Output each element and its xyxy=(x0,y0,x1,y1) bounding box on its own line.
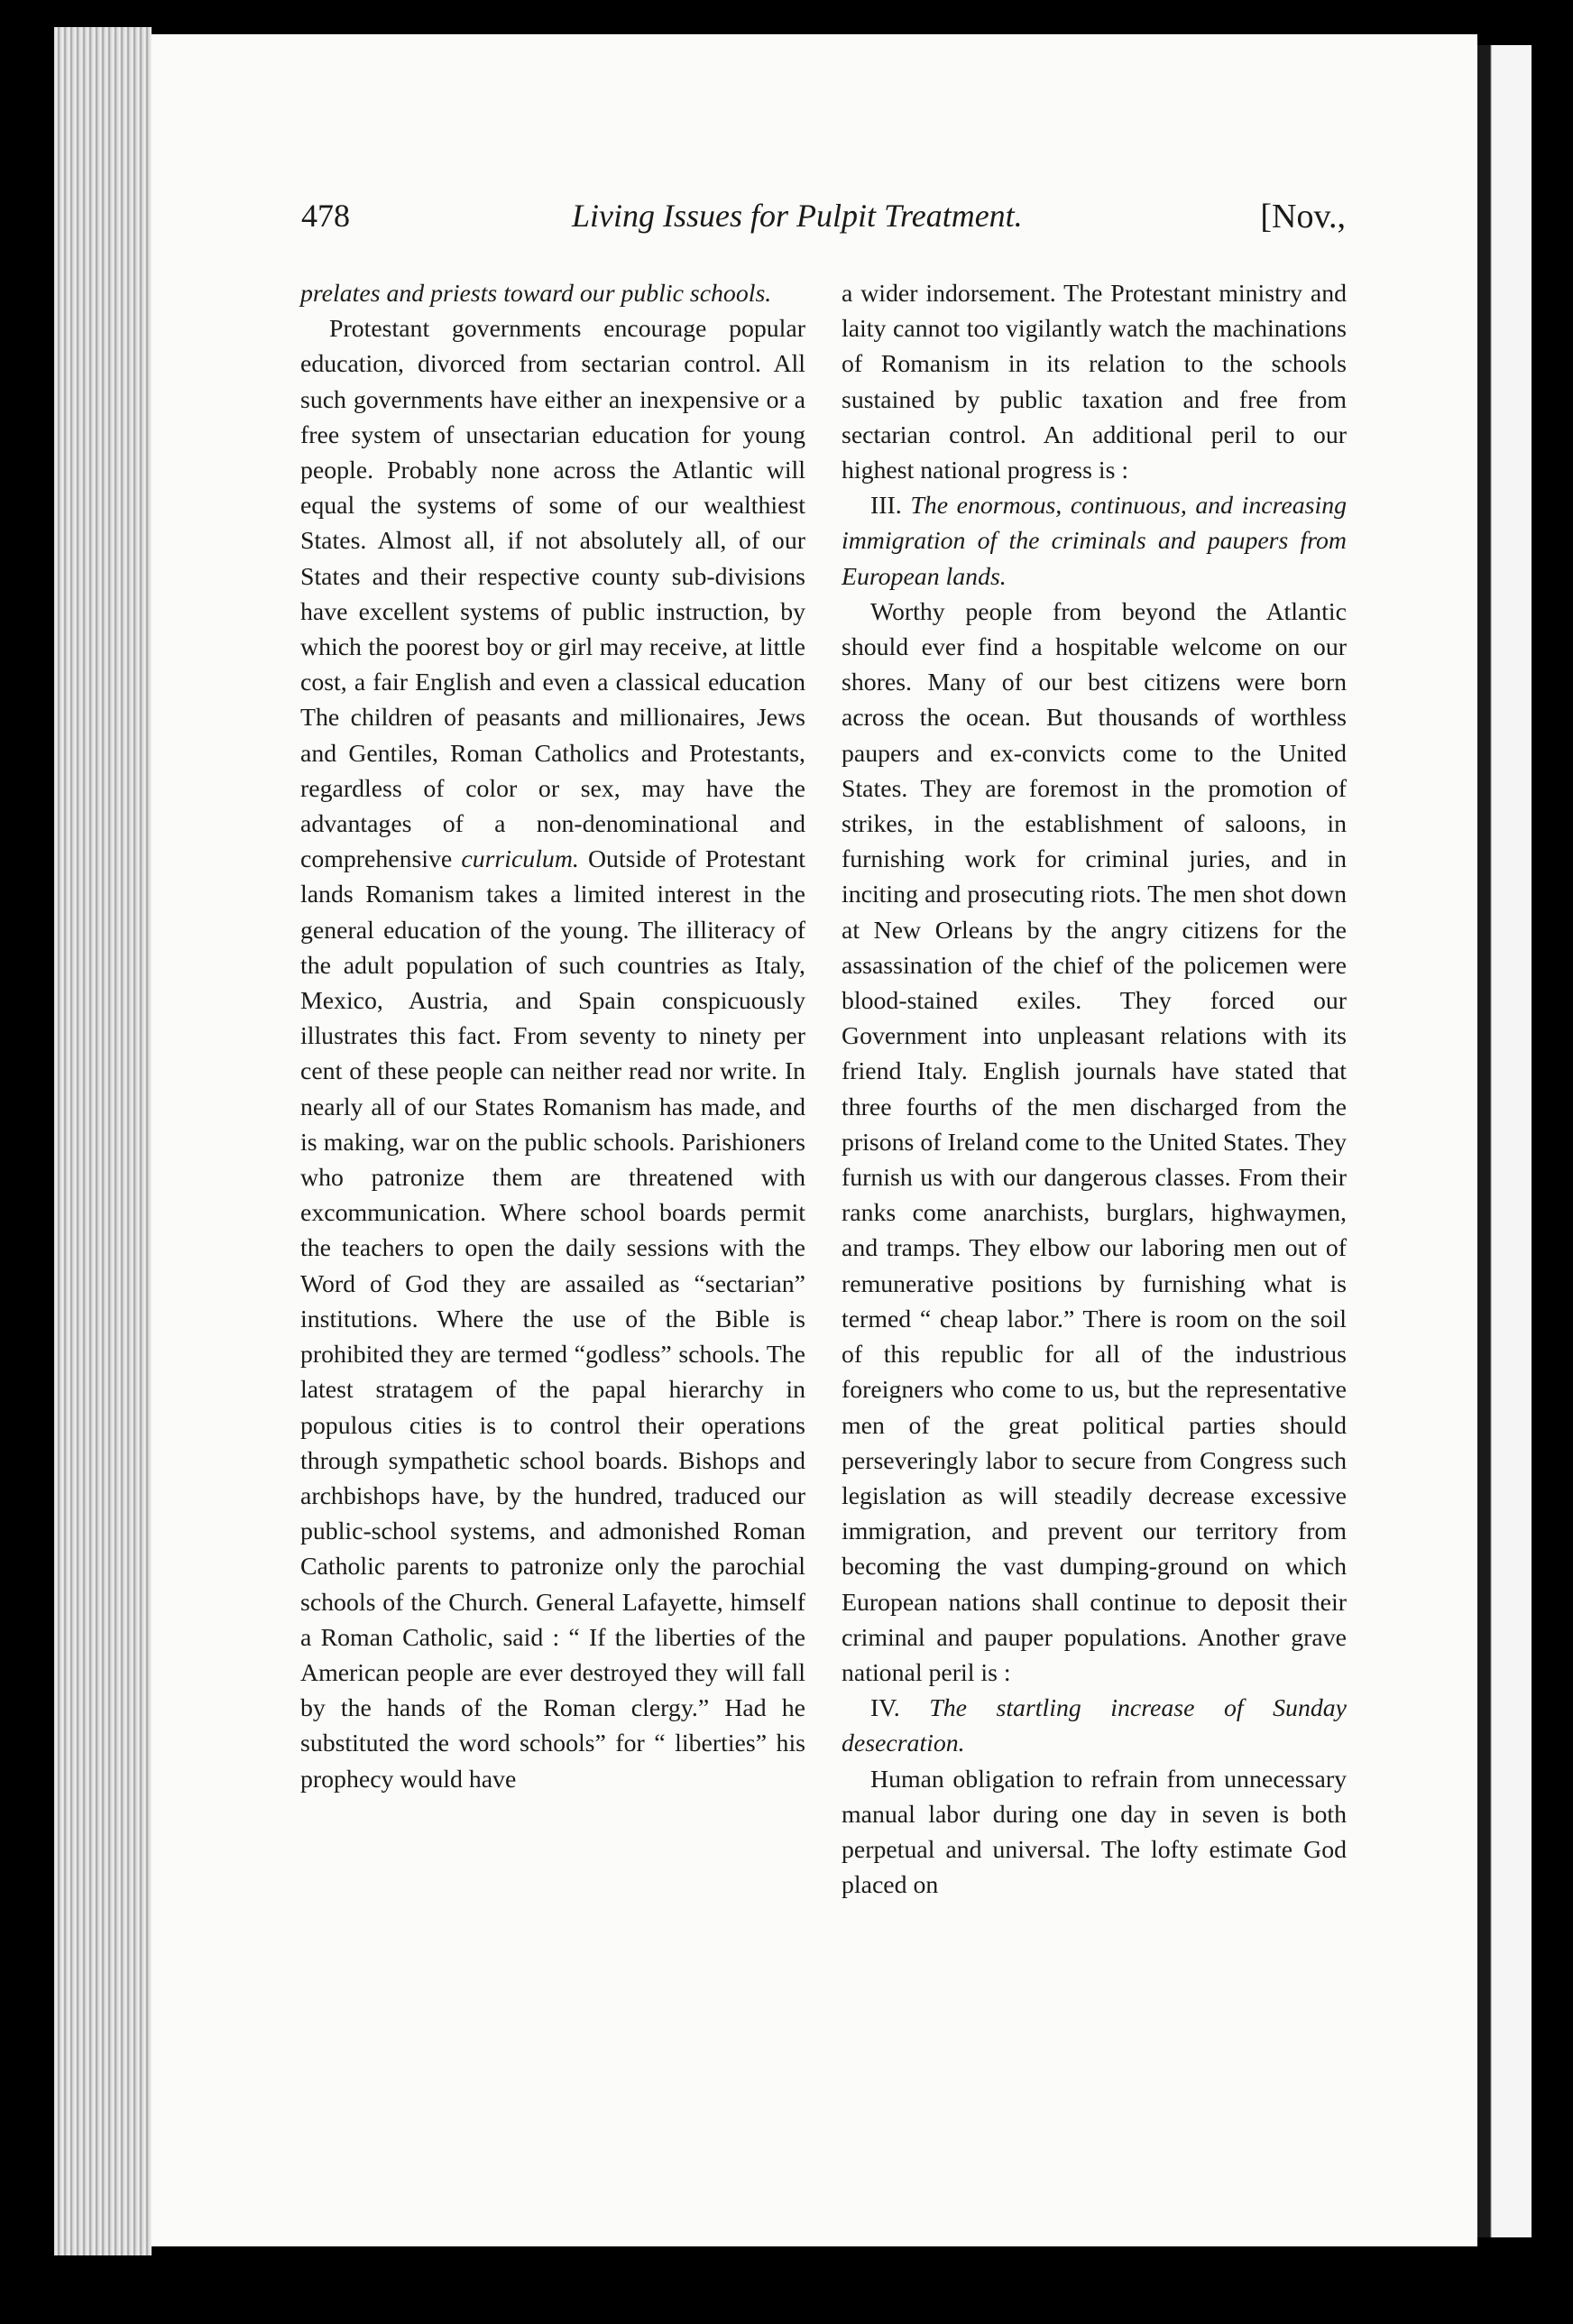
section-heading-4 xyxy=(842,1691,1347,1761)
section-title: The startling increase of Sunday desecration. xyxy=(842,1694,1347,1758)
section-title: The enormous, continuous, and increasing immigration of the criminals and paupers from European lands. xyxy=(842,492,1347,591)
paragraph-text: Protestant governments encourage popular education, divorced from sectarian control. All such governments have either an inexpensive or a free system of unsectarian education for young people. Probably none across the Atlantic will equal the systems of some of our wealthiest States. Almost all, if not absolutely all, of our States and their respective county sub-divisions have excellent systems of public instruction, by which the poorest boy or girl may receive, at little cost, a fair English and even a classical education The children of peasants and millionaires, Jews and Gentiles, Roman Catholics and Protestants, regardless of color or sex, may have the advantages of a non-denominational and comprehensive xyxy=(300,315,805,874)
running-title: Living Issues for Pulpit Treatment. xyxy=(572,198,1023,234)
paragraph: a wider indorsement. The Protestant ministry and laity cannot too vigilantly watch the machinations of Romanism in its relation to the schools sustained by public taxation and free from sectarian control. An additional peril to our highest national progress is : xyxy=(842,280,1347,485)
paragraph-text: Outside of Protestant lands Romanism takes a limited interest in the general education of the young. The illiteracy of the adult population of such countries as Italy, Mexico, Austria, and Spain conspicuously illustrates this fact. From seventy to ninety per cent of these people can neither read nor write. In nearly all of our States Romanism has made, and is making, war on the public schools. Parishioners who patronize them are threatened with excommunication. Where school boards permit the teachers to open the daily sessions with the Word of God they are assailed as “sectarian” institutions. Where the use of the Bible is prohibited they are termed “godless” schools. The latest stratagem of the papal hierarchy in populous cities is to control their operations through sympathetic school boards. Bishops and archbishops have, by the hundred, traduced our public-school systems, and admonished Roman Catholic parents to patronize only the parochial schools of the Church. General Lafayette, himself a Roman Catholic, said : “ If the liberties of the American people are ever destroyed they will fall by the hands of the Roman clergy.” Had he substituted the word schools” for “ liberties” his prophecy would have xyxy=(300,845,805,1794)
section-heading-3 xyxy=(842,488,1347,595)
intro-heading: prelates and priests toward our public schools. xyxy=(300,280,772,308)
page-header xyxy=(301,197,1346,242)
header-month: [Nov., xyxy=(1260,198,1346,235)
paragraph xyxy=(300,311,805,1797)
book-edge-left xyxy=(54,27,152,2255)
paragraph: Human obligation to refrain from unnecessary manual labor during one day in seven is both perpetual and universal. The lofty estimate God placed on xyxy=(842,1765,1347,1900)
book-edge-right xyxy=(1477,45,1532,2237)
page-number: 478 xyxy=(301,198,350,234)
left-column xyxy=(300,276,805,1797)
section-numeral: III. xyxy=(870,492,902,521)
paragraph: Worthy people from beyond the Atlantic should ever find a hospitable welcome on our shores. Many of our best citizens were born across the ocean. But thousands of worthless paupers and ex-convicts come to the United States. They are foremost in the promotion of strikes, in the establishment of saloons, in furnishing work for criminal juries, and in inciting and prosecuting riots. The men shot down at New Orleans by the angry citizens for the assassination of the chief of the policemen were blood-stained exiles. They forced our Government into unpleasant relations with its friend Italy. English journals have stated that three fourths of the men discharged from the prisons of Ireland come to the United States. They furnish us with our dangerous classes. From their ranks come anarchists, burglars, highwaymen, and tramps. They elbow our laboring men out of remunerative positions by furnishing what is termed “ cheap labor.” There is room on the soil of this republic for all of the industrious foreigners who come to us, but the representative men of the great political parties should perseveringly labor to secure from Congress such legislation as will steadily decrease excessive immigration, and prevent our territory from becoming the vast dumping-ground on which European nations shall continue to deposit their criminal and pauper populations. Another grave national peril is : xyxy=(842,597,1347,1687)
italic-term: curriculum. xyxy=(461,845,579,874)
right-column xyxy=(842,276,1347,1903)
section-numeral: IV. xyxy=(870,1694,900,1723)
